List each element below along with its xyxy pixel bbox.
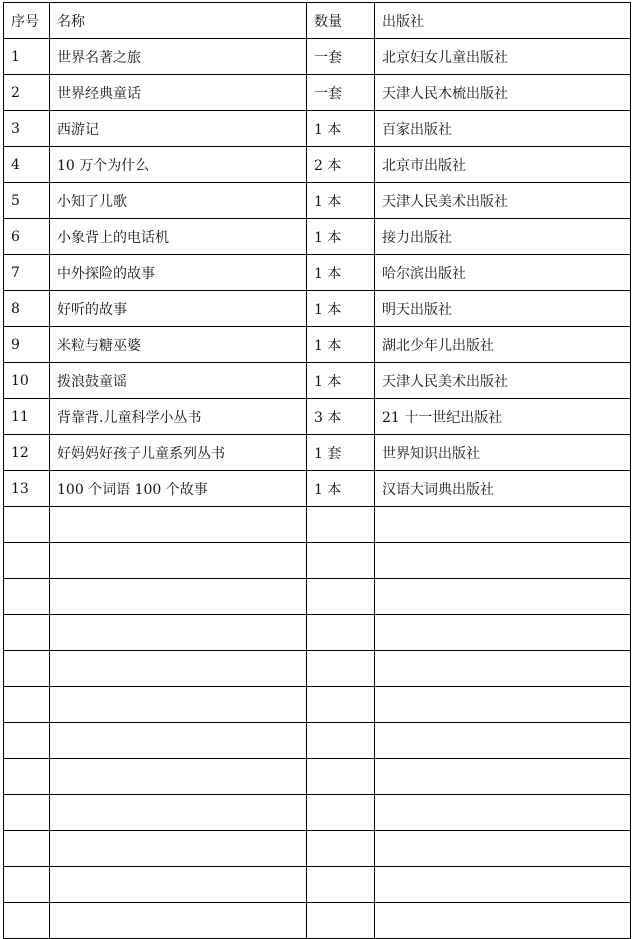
table-row [4,219,631,255]
empty-cell [375,867,631,903]
empty-cell [375,651,631,687]
empty-cell [307,903,375,939]
table-row [4,183,631,219]
empty-cell [307,543,375,579]
header-name: 名称 [50,3,307,39]
table-row [4,255,631,291]
cell-index: 6 [4,219,50,255]
cell-publisher: 接力出版社 [375,219,631,255]
empty-cell [4,903,50,939]
cell-name: 小知了儿歌 [50,183,307,219]
cell-name: 拨浪鼓童谣 [50,363,307,399]
cell-quantity: 一套 [307,75,375,111]
cell-name: 世界经典童话 [50,75,307,111]
empty-cell [4,543,50,579]
cell-index: 10 [4,363,50,399]
cell-quantity: 2 本 [307,147,375,183]
empty-cell [50,615,307,651]
empty-cell [375,687,631,723]
cell-index: 7 [4,255,50,291]
cell-name: 背靠背.儿童科学小丛书 [50,399,307,435]
cell-publisher: 哈尔滨出版社 [375,255,631,291]
cell-name: 10 万个为什么 [50,147,307,183]
empty-cell [4,867,50,903]
cell-index: 9 [4,327,50,363]
cell-index: 8 [4,291,50,327]
header-quantity: 数量 [307,3,375,39]
empty-cell [375,903,631,939]
cell-quantity: 1 本 [307,219,375,255]
cell-index: 4 [4,147,50,183]
cell-name: 小象背上的电话机 [50,219,307,255]
empty-cell [4,579,50,615]
empty-cell [307,795,375,831]
cell-quantity: 1 本 [307,111,375,147]
cell-quantity: 1 本 [307,291,375,327]
empty-row [4,687,631,723]
header-index: 序号 [4,3,50,39]
cell-name: 中外探险的故事 [50,255,307,291]
cell-publisher: 汉语大词典出版社 [375,471,631,507]
cell-quantity: 1 本 [307,363,375,399]
cell-quantity: 1 本 [307,255,375,291]
cell-publisher: 北京市出版社 [375,147,631,183]
cell-publisher: 世界知识出版社 [375,435,631,471]
empty-cell [375,579,631,615]
empty-cell [50,867,307,903]
empty-cell [375,507,631,543]
empty-cell [307,867,375,903]
empty-cell [4,507,50,543]
cell-name: 世界名著之旅 [50,39,307,75]
empty-row [4,579,631,615]
empty-cell [307,831,375,867]
empty-row [4,867,631,903]
cell-publisher: 明天出版社 [375,291,631,327]
cell-index: 2 [4,75,50,111]
cell-index: 5 [4,183,50,219]
empty-cell [50,579,307,615]
empty-cell [50,507,307,543]
table-body [4,39,631,939]
empty-cell [307,651,375,687]
empty-cell [307,759,375,795]
cell-name: 好妈妈好孩子儿童系列丛书 [50,435,307,471]
empty-row [4,543,631,579]
cell-quantity: 1 本 [307,183,375,219]
empty-cell [375,759,631,795]
empty-cell [4,831,50,867]
empty-cell [4,723,50,759]
empty-row [4,759,631,795]
empty-cell [50,723,307,759]
table-row [4,147,631,183]
table-row [4,471,631,507]
empty-cell [307,615,375,651]
cell-index: 11 [4,399,50,435]
empty-cell [4,615,50,651]
empty-cell [50,903,307,939]
empty-cell [375,543,631,579]
cell-quantity: 1 本 [307,327,375,363]
cell-index: 3 [4,111,50,147]
empty-cell [50,687,307,723]
empty-row [4,651,631,687]
cell-index: 13 [4,471,50,507]
cell-name: 西游记 [50,111,307,147]
cell-quantity: 1 套 [307,435,375,471]
cell-publisher: 湖北少年儿出版社 [375,327,631,363]
table-row [4,327,631,363]
book-table [3,2,631,939]
empty-row [4,831,631,867]
cell-publisher: 天津人民美术出版社 [375,183,631,219]
cell-publisher: 百家出版社 [375,111,631,147]
table-row [4,363,631,399]
cell-name: 米粒与糖巫婆 [50,327,307,363]
cell-quantity: 1 本 [307,471,375,507]
header-publisher: 出版社 [375,3,631,39]
cell-name: 好听的故事 [50,291,307,327]
empty-cell [307,507,375,543]
header-row [4,3,631,39]
empty-cell [307,723,375,759]
table-row [4,39,631,75]
empty-cell [4,687,50,723]
empty-cell [375,831,631,867]
cell-index: 12 [4,435,50,471]
empty-cell [50,795,307,831]
empty-row [4,723,631,759]
empty-cell [375,795,631,831]
cell-quantity: 一套 [307,39,375,75]
empty-cell [50,543,307,579]
cell-publisher: 21 十一世纪出版社 [375,399,631,435]
cell-index: 1 [4,39,50,75]
table-row [4,291,631,327]
empty-row [4,507,631,543]
cell-publisher: 天津人民美术出版社 [375,363,631,399]
cell-name: 100 个词语 100 个故事 [50,471,307,507]
table-row [4,435,631,471]
empty-cell [4,759,50,795]
table-row [4,399,631,435]
empty-cell [307,687,375,723]
empty-cell [307,579,375,615]
empty-cell [375,615,631,651]
empty-cell [4,795,50,831]
empty-cell [4,651,50,687]
cell-publisher: 北京妇女儿童出版社 [375,39,631,75]
table-row [4,111,631,147]
empty-cell [50,651,307,687]
empty-row [4,903,631,939]
cell-publisher: 天津人民木梳出版社 [375,75,631,111]
table-row [4,75,631,111]
empty-cell [375,723,631,759]
empty-row [4,795,631,831]
empty-cell [50,831,307,867]
empty-cell [50,759,307,795]
cell-quantity: 3 本 [307,399,375,435]
empty-row [4,615,631,651]
